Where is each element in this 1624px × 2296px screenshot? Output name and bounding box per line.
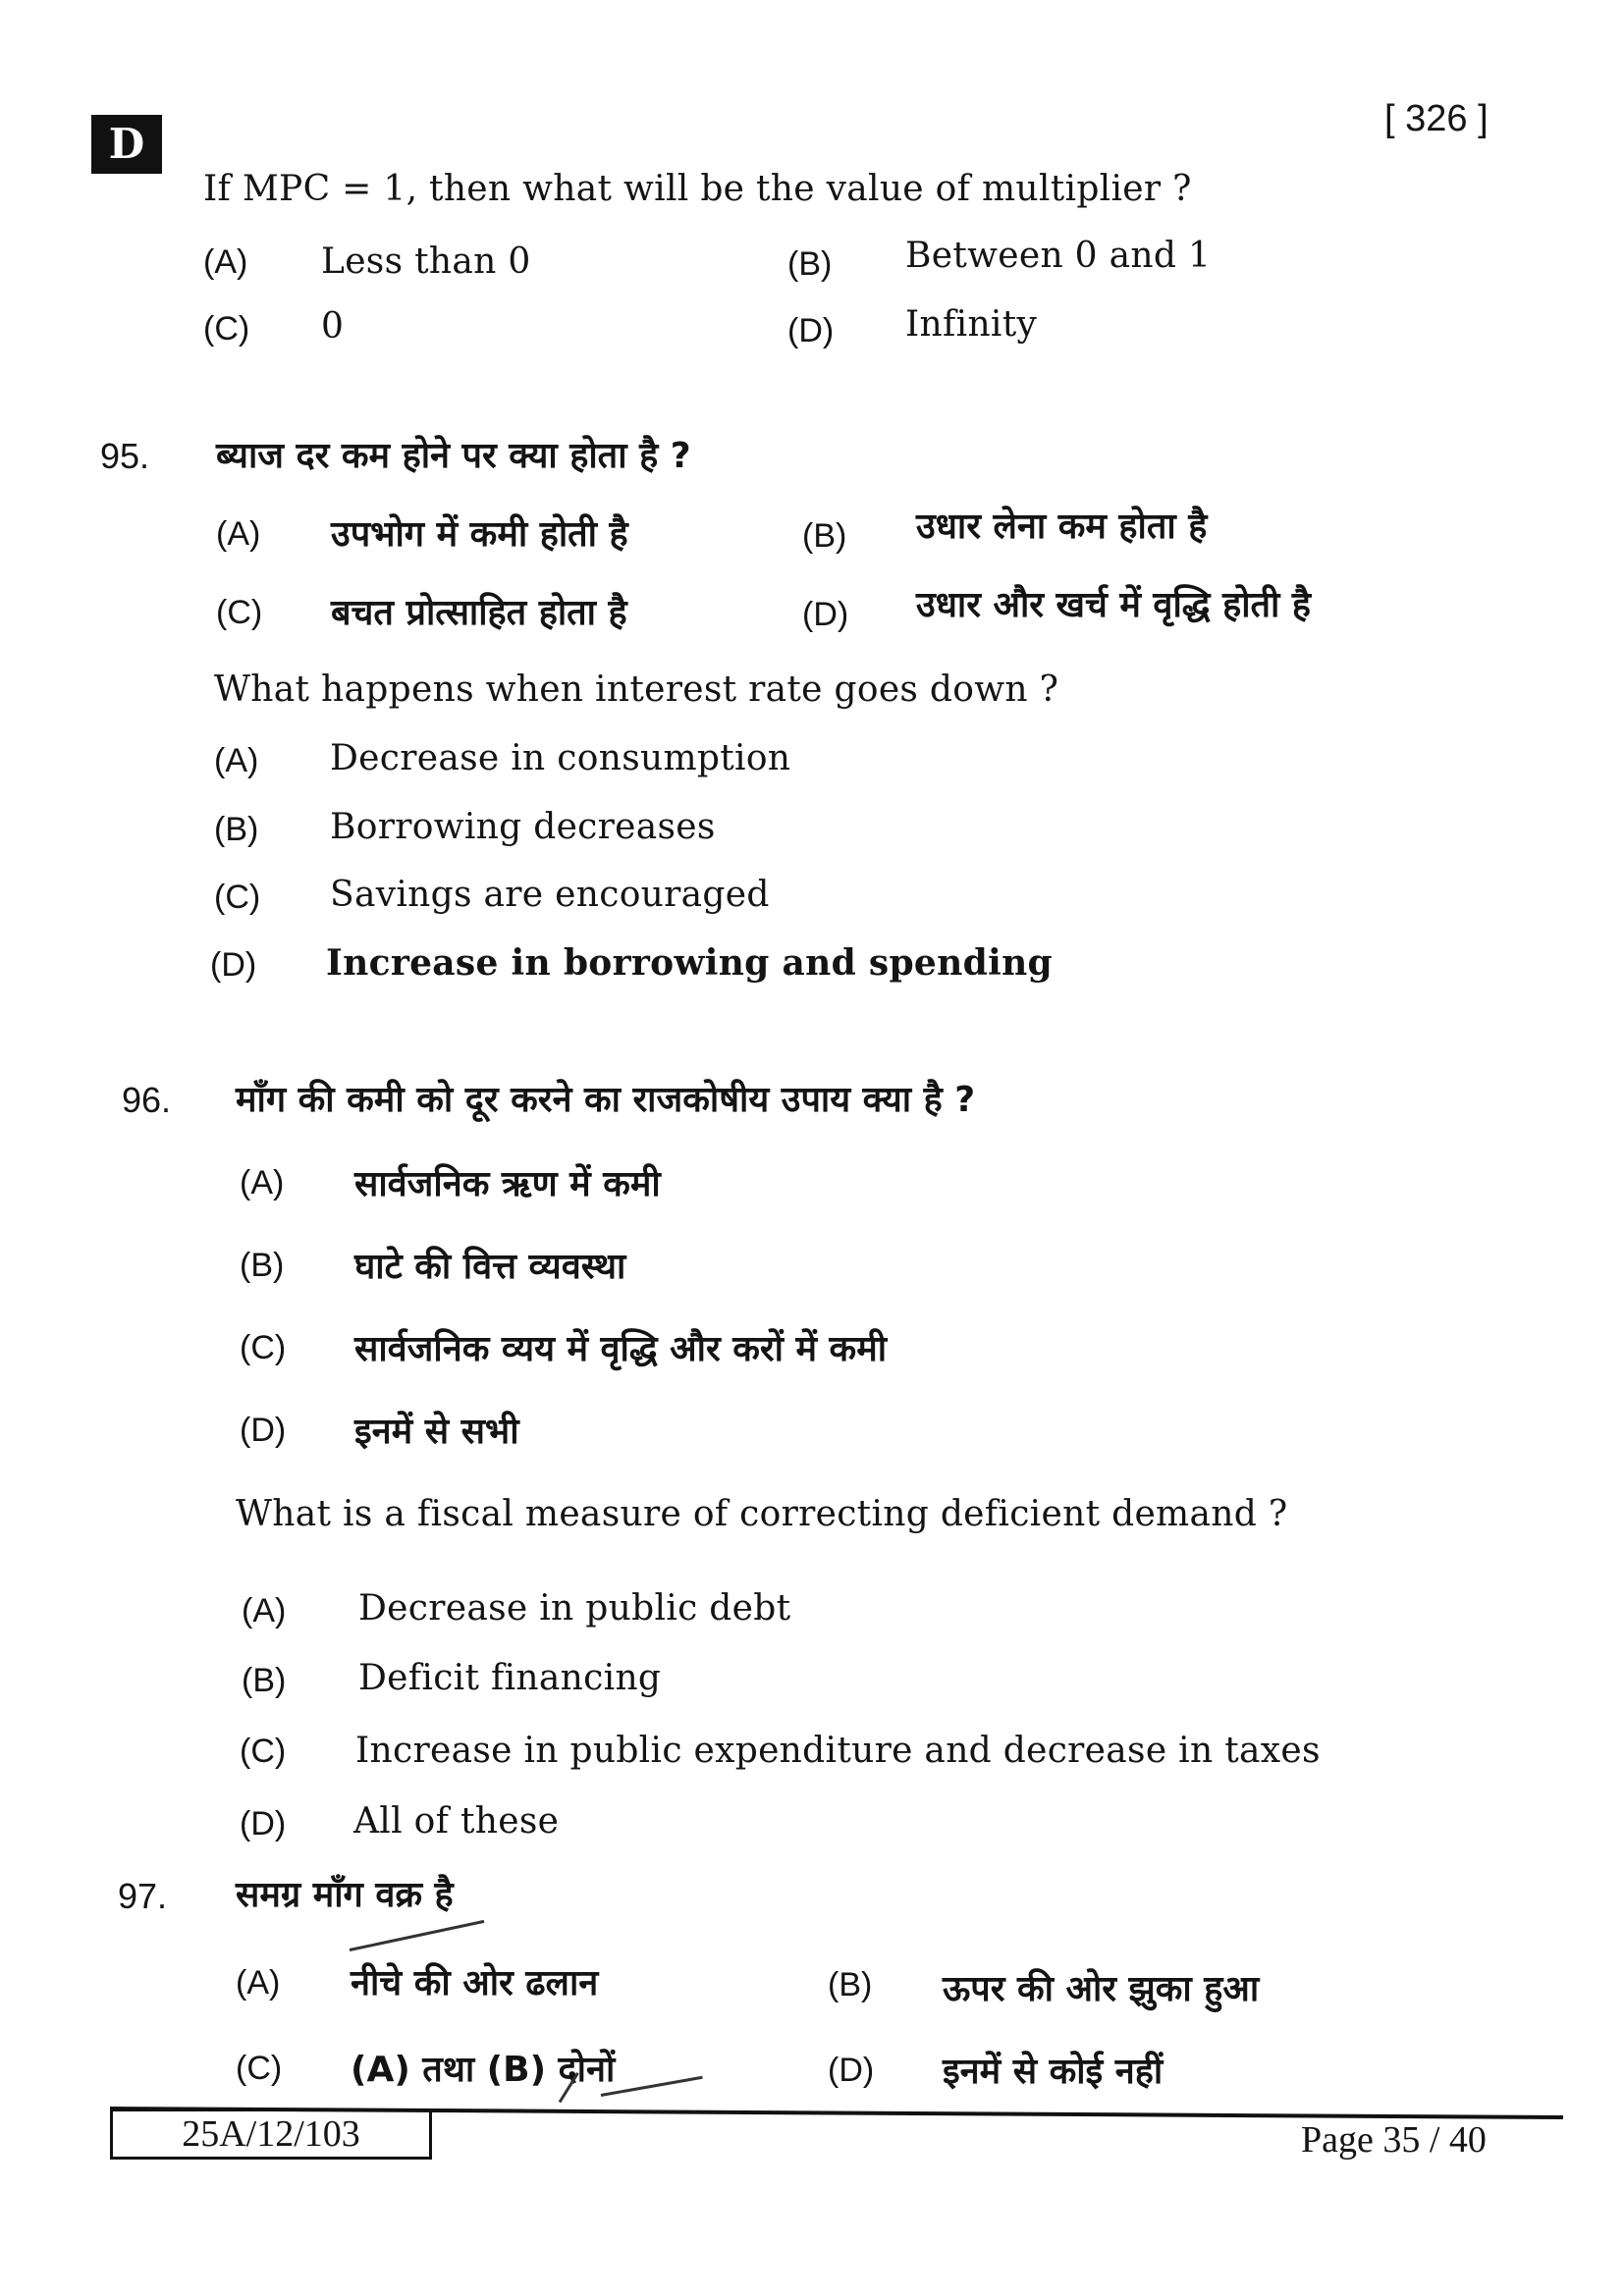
option-text: उधार लेना कम होता है — [916, 507, 1208, 547]
option-label: (C) — [216, 594, 263, 631]
question-text-hi: समग्र माँग वक्र है — [236, 1875, 454, 1915]
option-text: ऊपर की ओर झुका हुआ — [943, 1969, 1260, 2009]
option-label: (D) — [240, 1412, 287, 1449]
option-text: Deficit financing — [358, 1658, 662, 1698]
option-label: (D) — [828, 2052, 875, 2089]
option-label: (C) — [203, 310, 250, 347]
question-text-hi: ब्याज दर कम होने पर क्या होता है ? — [216, 436, 691, 476]
option-label: (B) — [214, 811, 259, 848]
option-label: (B) — [242, 1662, 287, 1699]
option-label: (B) — [828, 1966, 873, 2003]
option-text: इनमें से कोई नहीं — [943, 2052, 1164, 2092]
question-text-en: What is a fiscal measure of correcting deficient demand ? — [236, 1494, 1288, 1534]
option-label: (A) — [240, 1164, 285, 1201]
option-label: (B) — [787, 245, 833, 283]
page-reference: [ 326 ] — [1384, 98, 1489, 139]
option-label: (A) — [236, 1964, 281, 2002]
option-label: (C) — [214, 879, 261, 916]
pen-underline-mark — [601, 2076, 703, 2097]
question-text-en: What happens when interest rate goes down ? — [214, 669, 1059, 710]
option-text: Less than 0 — [321, 241, 531, 282]
option-text: इनमें से सभी — [354, 1412, 519, 1452]
option-text: All of these — [353, 1801, 560, 1842]
option-text: Infinity — [905, 304, 1038, 345]
option-text: Increase in borrowing and spending — [326, 942, 1054, 984]
option-text: (A) तथा (B) दोनों — [351, 2050, 616, 2090]
question-number: 95. — [100, 436, 150, 476]
option-text: बचत प्रोत्साहित होता है — [331, 593, 627, 633]
page-number: Page 35 / 40 — [1301, 2119, 1487, 2161]
option-label: (B) — [802, 517, 847, 555]
option-text: Borrowing decreases — [330, 807, 716, 847]
question-text-en: If MPC = 1, then what will be the value of multiplier ? — [203, 169, 1192, 209]
option-text: नीचे की ओर ढलान — [351, 1963, 599, 2003]
option-label: (D) — [802, 596, 849, 633]
option-label: (D) — [210, 946, 257, 984]
option-text: सार्वजनिक व्यय में वृद्धि और करों में कमी — [354, 1329, 888, 1369]
option-text: Decrease in public debt — [358, 1588, 791, 1629]
option-text: सार्वजनिक ऋण में कमी — [354, 1164, 661, 1204]
option-text: Between 0 and 1 — [905, 236, 1212, 276]
option-text: घाटे की वित्त व्यवस्था — [354, 1247, 626, 1287]
option-text: Decrease in consumption — [330, 738, 791, 778]
question-text-hi: माँग की कमी को दूर करने का राजकोषीय उपाय क्या है ? — [236, 1080, 976, 1120]
paper-code: 25A/12/103 — [110, 2109, 432, 2160]
set-code-badge: D — [91, 115, 162, 174]
option-label: (C) — [240, 1329, 287, 1366]
option-label: (D) — [240, 1805, 287, 1842]
option-text: Increase in public expenditure and decrease in taxes — [355, 1731, 1321, 1771]
option-label: (A) — [216, 515, 261, 553]
option-text: उपभोग में कमी होती है — [331, 514, 628, 555]
pen-underline-mark — [350, 1920, 485, 1951]
option-label: (A) — [203, 243, 248, 281]
option-label: (A) — [214, 742, 259, 779]
option-label: (D) — [787, 312, 835, 349]
option-text: उधार और खर्च में वृद्धि होती है — [916, 585, 1312, 625]
option-label: (C) — [240, 1733, 287, 1770]
option-text: 0 — [321, 306, 345, 347]
question-number: 96. — [122, 1080, 172, 1120]
option-label: (A) — [242, 1592, 287, 1629]
option-label: (B) — [240, 1247, 285, 1284]
option-label: (C) — [236, 2050, 283, 2087]
option-text: Savings are encouraged — [330, 875, 770, 915]
question-number: 97. — [118, 1876, 168, 1916]
